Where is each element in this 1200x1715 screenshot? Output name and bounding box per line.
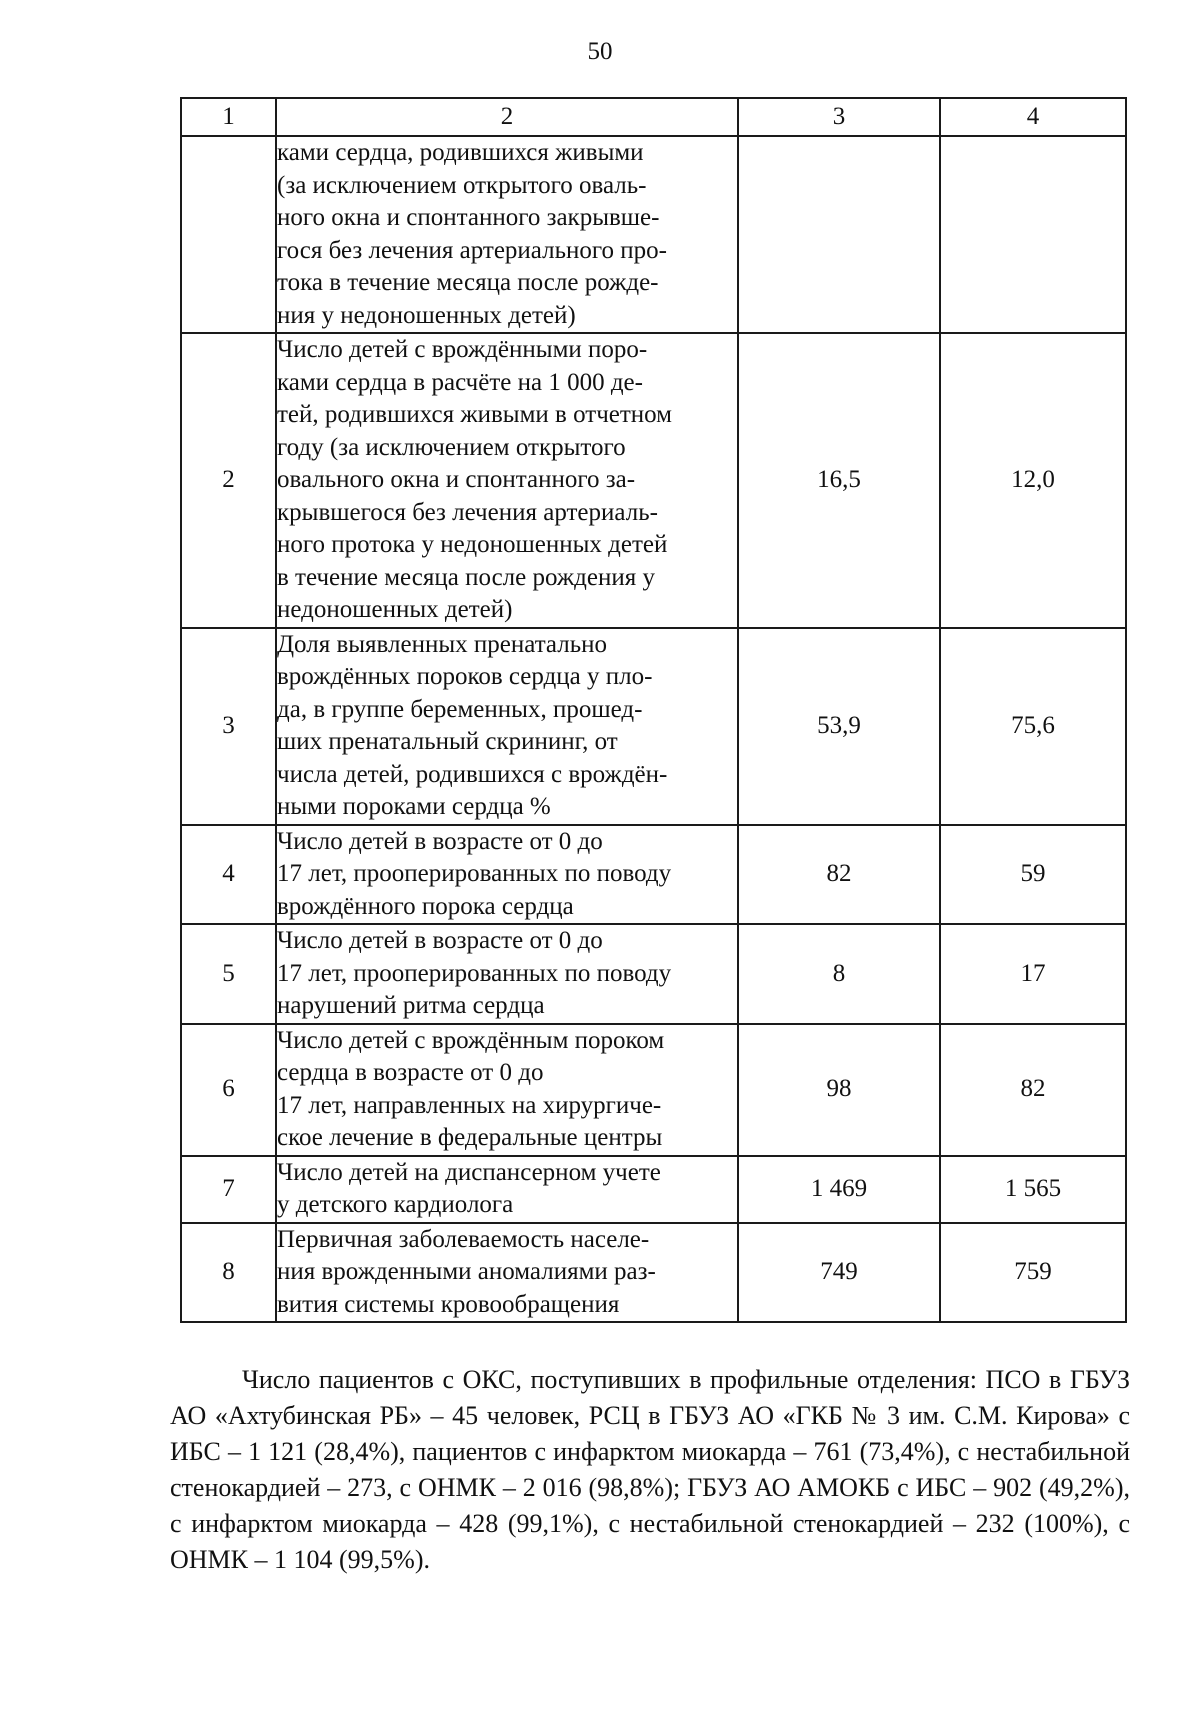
header-cell-2: 2	[276, 98, 738, 136]
description-line: ших пренатальный скрининг, от	[277, 728, 618, 755]
row-value-col3: 98	[738, 1024, 940, 1156]
description-line: Первичная заболеваемость населе-	[277, 1225, 650, 1253]
description-line: да, в группе беременных, прошед-	[277, 695, 643, 723]
description-line: тей, родившихся живыми в отчетном	[277, 401, 673, 428]
description-line: недоношенных детей)	[277, 596, 513, 623]
description-line: (за исключением открытого оваль-	[277, 171, 647, 199]
row-number	[181, 136, 276, 333]
row-description	[276, 924, 738, 1024]
description-line: Число детей в возрасте от 0 до	[277, 927, 603, 954]
description-line: овального окна и спонтанного за-	[277, 466, 636, 493]
description-line: крывшегося без лечения артериаль-	[277, 498, 658, 526]
row-value-col3	[738, 136, 940, 333]
row-value-col3: 8	[738, 924, 940, 1024]
description-line: врождённого порока сердца	[277, 892, 574, 920]
description-line: Число детей с врождёнными поро-	[277, 336, 648, 363]
data-table	[180, 97, 1127, 1323]
row-description	[276, 333, 738, 628]
description-line: нарушений ритма сердца	[277, 992, 545, 1019]
description-line: гося без лечения артериального про-	[277, 236, 667, 264]
row-value-col3: 53,9	[738, 628, 940, 825]
description-line: тока в течение месяца после рожде-	[277, 269, 659, 296]
table-row	[181, 1156, 1126, 1223]
description-line: числа детей, родившихся с врождён-	[277, 760, 668, 788]
description-line: Число детей на диспансерном учете	[277, 1158, 661, 1186]
table-row	[181, 924, 1126, 1024]
row-description	[276, 1223, 738, 1323]
header-cell-3: 3	[738, 98, 940, 136]
row-description	[276, 825, 738, 925]
row-value-col3: 1 469	[738, 1156, 940, 1223]
row-value-col4: 759	[940, 1223, 1126, 1323]
row-description	[276, 1156, 738, 1223]
row-value-col4: 59	[940, 825, 1126, 925]
header-cell-4: 4	[940, 98, 1126, 136]
row-value-col3: 16,5	[738, 333, 940, 628]
row-value-col3: 749	[738, 1223, 940, 1323]
description-line: ками сердца, родившихся живыми	[277, 139, 644, 166]
row-value-col4: 12,0	[940, 333, 1126, 628]
table-row	[181, 628, 1126, 825]
row-number: 2	[181, 333, 276, 628]
description-line: Число детей с врождённым пороком	[277, 1026, 665, 1054]
description-line: Доля выявленных пренатально	[277, 630, 608, 658]
description-line: ния врожденными аномалиями раз-	[277, 1258, 656, 1285]
table-row	[181, 136, 1126, 333]
table-row	[181, 1024, 1126, 1156]
table-header-row	[181, 98, 1126, 136]
row-value-col4: 1 565	[940, 1156, 1126, 1223]
row-value-col4: 82	[940, 1024, 1126, 1156]
description-line: 17 лет, направленных на хирургиче-	[277, 1091, 662, 1119]
description-line: ское лечение в федеральные центры	[277, 1124, 663, 1151]
row-number: 4	[181, 825, 276, 925]
description-line: ного протока у недоношенных детей	[277, 531, 668, 558]
page-number: 50	[587, 38, 613, 65]
description-line: ными пороками сердца %	[277, 793, 551, 820]
description-line: 17 лет, прооперированных по поводу	[277, 959, 672, 987]
table-row	[181, 1223, 1126, 1323]
row-value-col4	[940, 136, 1126, 333]
row-description	[276, 136, 738, 333]
description-line: 17 лет, прооперированных по поводу	[277, 860, 672, 887]
row-number: 3	[181, 628, 276, 825]
description-line: вития системы кровообращения	[277, 1290, 620, 1318]
row-value-col3: 82	[738, 825, 940, 925]
table-row	[181, 333, 1126, 628]
row-number: 8	[181, 1223, 276, 1323]
description-line: у детского кардиолога	[277, 1191, 514, 1218]
row-value-col4: 75,6	[940, 628, 1126, 825]
description-line: Число детей в возрасте от 0 до	[277, 827, 603, 855]
description-line: врождённых пороков сердца у пло-	[277, 663, 653, 690]
row-number: 5	[181, 924, 276, 1024]
row-description	[276, 628, 738, 825]
description-line: сердца в возрасте от 0 до	[277, 1059, 544, 1086]
body-paragraph: Число пациентов с ОКС, поступивших в профильные отделения: ПСО в ГБУЗ АО «Ахтубинская РБ» – 45 человек, РСЦ в ГБУЗ АО «ГКБ № 3 им. С.М. Кирова» с ИБС – 1 121 (28,4%), пациентов с инфарктом миокарда – 761 (73,4%), с нестабильной стенокардией – 273, с ОНМК – 2 016 (98,8%); ГБУЗ АО АМОКБ с ИБС – 902 (49,2%), с инфарктом миокарда – 428 (99,1%), с нестабильной стенокардией – 232 (100%), с ОНМК – 1 104 (99,5%).	[170, 1365, 1130, 1574]
header-cell-1: 1	[181, 98, 276, 136]
row-number: 6	[181, 1024, 276, 1156]
row-description	[276, 1024, 738, 1156]
description-line: в течение месяца после рождения у	[277, 563, 655, 591]
table-row	[181, 825, 1126, 925]
description-line: году (за исключением открытого	[277, 433, 626, 461]
row-number: 7	[181, 1156, 276, 1223]
description-line: ками сердца в расчёте на 1 000 де-	[277, 368, 643, 396]
description-line: ния у недоношенных детей)	[277, 301, 576, 329]
row-value-col4: 17	[940, 924, 1126, 1024]
description-line: ного окна и спонтанного закрывше-	[277, 204, 660, 231]
